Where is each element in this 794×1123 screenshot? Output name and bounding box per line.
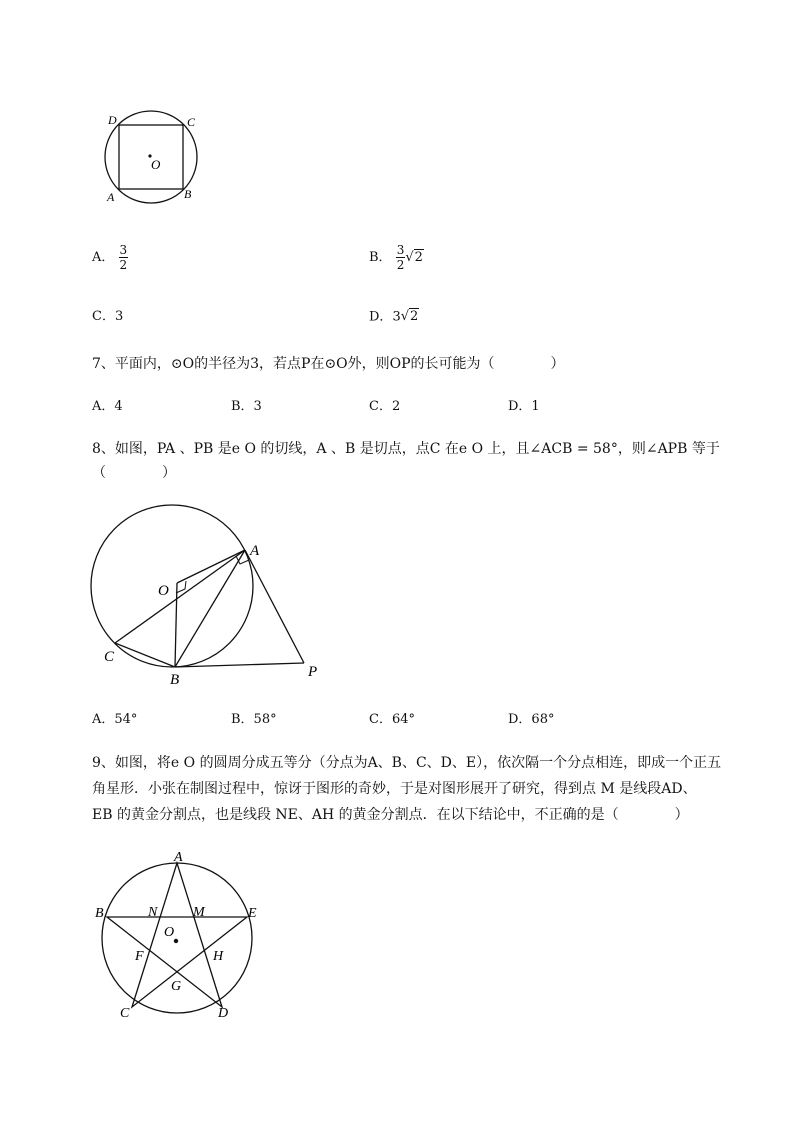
- q6-figure: [100, 110, 210, 210]
- q8-label-c: C: [104, 649, 115, 665]
- q7-option-b[interactable]: B．3: [231, 399, 262, 414]
- q6-option-b-radicand: 2: [414, 249, 423, 265]
- q9-stem-line1: 9、如图，将e O 的圆周分成五等分（分点为A、B、C、D、E），依次隔一个分点相连，即成一个正五: [92, 755, 722, 771]
- q8-stem-line2: （ ）: [92, 465, 176, 481]
- q6-label-d: D: [108, 113, 117, 127]
- q8-label-b: B: [170, 672, 180, 688]
- q6-option-b-sqrt: √2: [405, 249, 423, 265]
- q6-label-a: A: [107, 190, 115, 204]
- q6-option-b-fraction: [396, 243, 406, 272]
- q9-label-g: G: [171, 979, 182, 994]
- q6-option-d-radicand: 2: [410, 309, 419, 324]
- q9-stem-line3: EB 的黄金分割点，也是线段 NE、AH 的黄金分割点．在以下结论中，不正确的是（ ）: [92, 807, 689, 823]
- q6-option-b-denominator: 2: [396, 258, 405, 272]
- q6-option-a-denominator: 2: [119, 258, 128, 272]
- q6-option-a-prefix: A．: [92, 250, 115, 265]
- q7-option-d[interactable]: D．1: [508, 399, 540, 414]
- q8-label-o: O: [158, 583, 169, 599]
- q6-label-b: B: [184, 187, 192, 201]
- q7-option-c[interactable]: C．2: [369, 399, 401, 414]
- q6-option-a[interactable]: [92, 243, 128, 272]
- q9-label-c: C: [120, 1006, 130, 1021]
- q9-label-n: N: [148, 905, 158, 920]
- q7-option-a[interactable]: A．4: [92, 399, 123, 414]
- q6-label-o: O: [151, 157, 161, 172]
- q9-label-m: M: [193, 905, 205, 920]
- q8-option-c[interactable]: C．64°: [369, 712, 415, 727]
- q8-segment-ap: [245, 550, 304, 663]
- q6-option-b-prefix: B．: [369, 250, 392, 265]
- q8-segment-ac: [115, 550, 245, 643]
- q6-option-d-prefix: D．: [369, 309, 393, 325]
- q8-option-a[interactable]: A．54°: [92, 712, 138, 727]
- q6-option-b[interactable]: [369, 243, 424, 272]
- q6-option-d-sqrt: √2: [400, 309, 419, 324]
- q6-option-d[interactable]: [369, 307, 419, 328]
- q6-option-a-fraction: [119, 243, 129, 272]
- q6-option-c-prefix: C．: [92, 309, 115, 324]
- q8-stem-line1: 8、如图，PA 、PB 是e O 的切线，A 、B 是切点，点C 在e O 上，且∠ACB = 58°，则∠APB 等于: [92, 441, 720, 457]
- q9-label-d: D: [218, 1006, 229, 1021]
- q8-label-a: A: [250, 543, 260, 559]
- q9-label-e: E: [248, 906, 257, 921]
- q6-option-a-numerator: 3: [119, 243, 128, 257]
- q6-option-c-value: 3: [114, 309, 124, 324]
- q6-label-c: C: [187, 115, 196, 129]
- q6-option-d-coef: 3: [392, 309, 401, 325]
- q9-label-o: O: [164, 925, 175, 940]
- q8-figure: [90, 500, 330, 690]
- q6-option-b-numerator: 3: [396, 243, 405, 257]
- q8-label-p: P: [308, 664, 318, 680]
- q8-option-d[interactable]: D．68°: [508, 712, 555, 727]
- q8-segment-cb: [115, 643, 175, 667]
- q9-label-b: B: [95, 906, 104, 921]
- q9-label-h: H: [213, 949, 224, 964]
- q9-label-a: A: [174, 850, 183, 865]
- q8-segment-ob: [175, 583, 177, 667]
- q9-figure: [90, 845, 280, 1025]
- q7-stem: 7、平面内，⊙O的半径为3，若点P在⊙O外，则OP的长可能为（ ）: [92, 356, 565, 372]
- q9-label-f: F: [135, 949, 144, 964]
- q9-stem-line2: 角星形．小张在制图过程中，惊讶于图形的奇妙，于是对图形展开了研究，得到点 M 是线段AD、: [92, 781, 697, 797]
- q6-option-c[interactable]: [92, 307, 123, 327]
- q9-center-dot: [174, 939, 178, 943]
- q8-option-b[interactable]: B．58°: [231, 712, 277, 727]
